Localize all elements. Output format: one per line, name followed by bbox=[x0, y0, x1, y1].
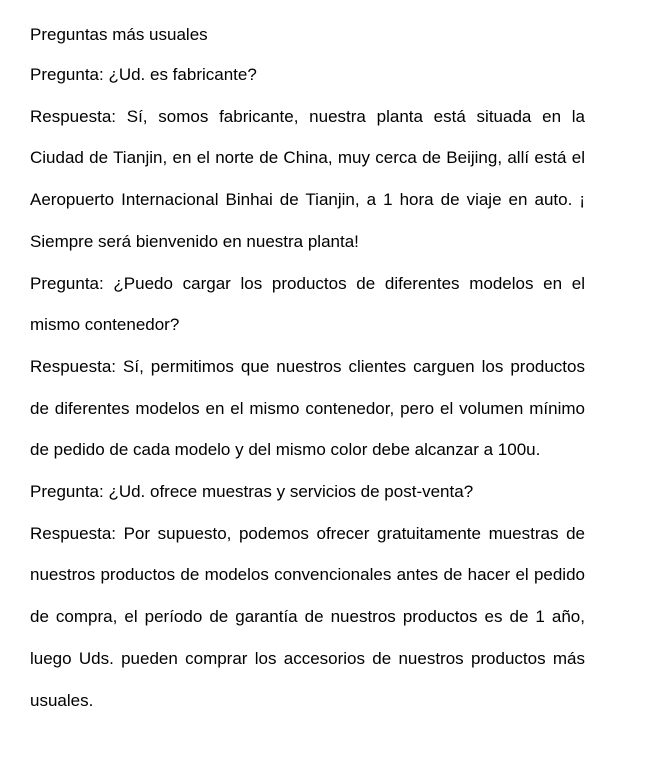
faq-document bbox=[30, 20, 585, 721]
page-title: Preguntas más usuales bbox=[30, 25, 208, 44]
question-2: Pregunta: ¿Puedo cargar los productos de diferentes modelos en el mismo contenedor? bbox=[30, 273, 585, 335]
question-3: Pregunta: ¿Ud. ofrece muestras y servicios de post-venta? bbox=[30, 482, 474, 502]
answer-1: Respuesta: Sí, somos fabricante, nuestra planta está situada en la Ciudad de Tianjin, en el norte de China, muy cerca de Beijing, allí está el Aeropuerto Internacional Binhai de Tianjin, a 1 hora de viaje en auto. ¡ Siempre será bienvenido en nuestra planta! bbox=[30, 106, 585, 251]
answer-3: Respuesta: Por supuesto, podemos ofrecer gratuitamente muestras de nuestros productos de modelos convencionales antes de hacer el pedido de compra, el período de garantía de nuestros productos es de 1 año, luego Uds. pueden comprar los accesorios de nuestros productos más usuales. bbox=[30, 523, 585, 710]
question-1: Pregunta: ¿Ud. es fabricante? bbox=[30, 65, 257, 84]
answer-2: Respuesta: Sí, permitimos que nuestros clientes carguen los productos de diferentes modelos en el mismo contenedor, pero el volumen mínimo de pedido de cada modelo y del mismo color debe alcanzar a 100u. bbox=[30, 356, 585, 460]
